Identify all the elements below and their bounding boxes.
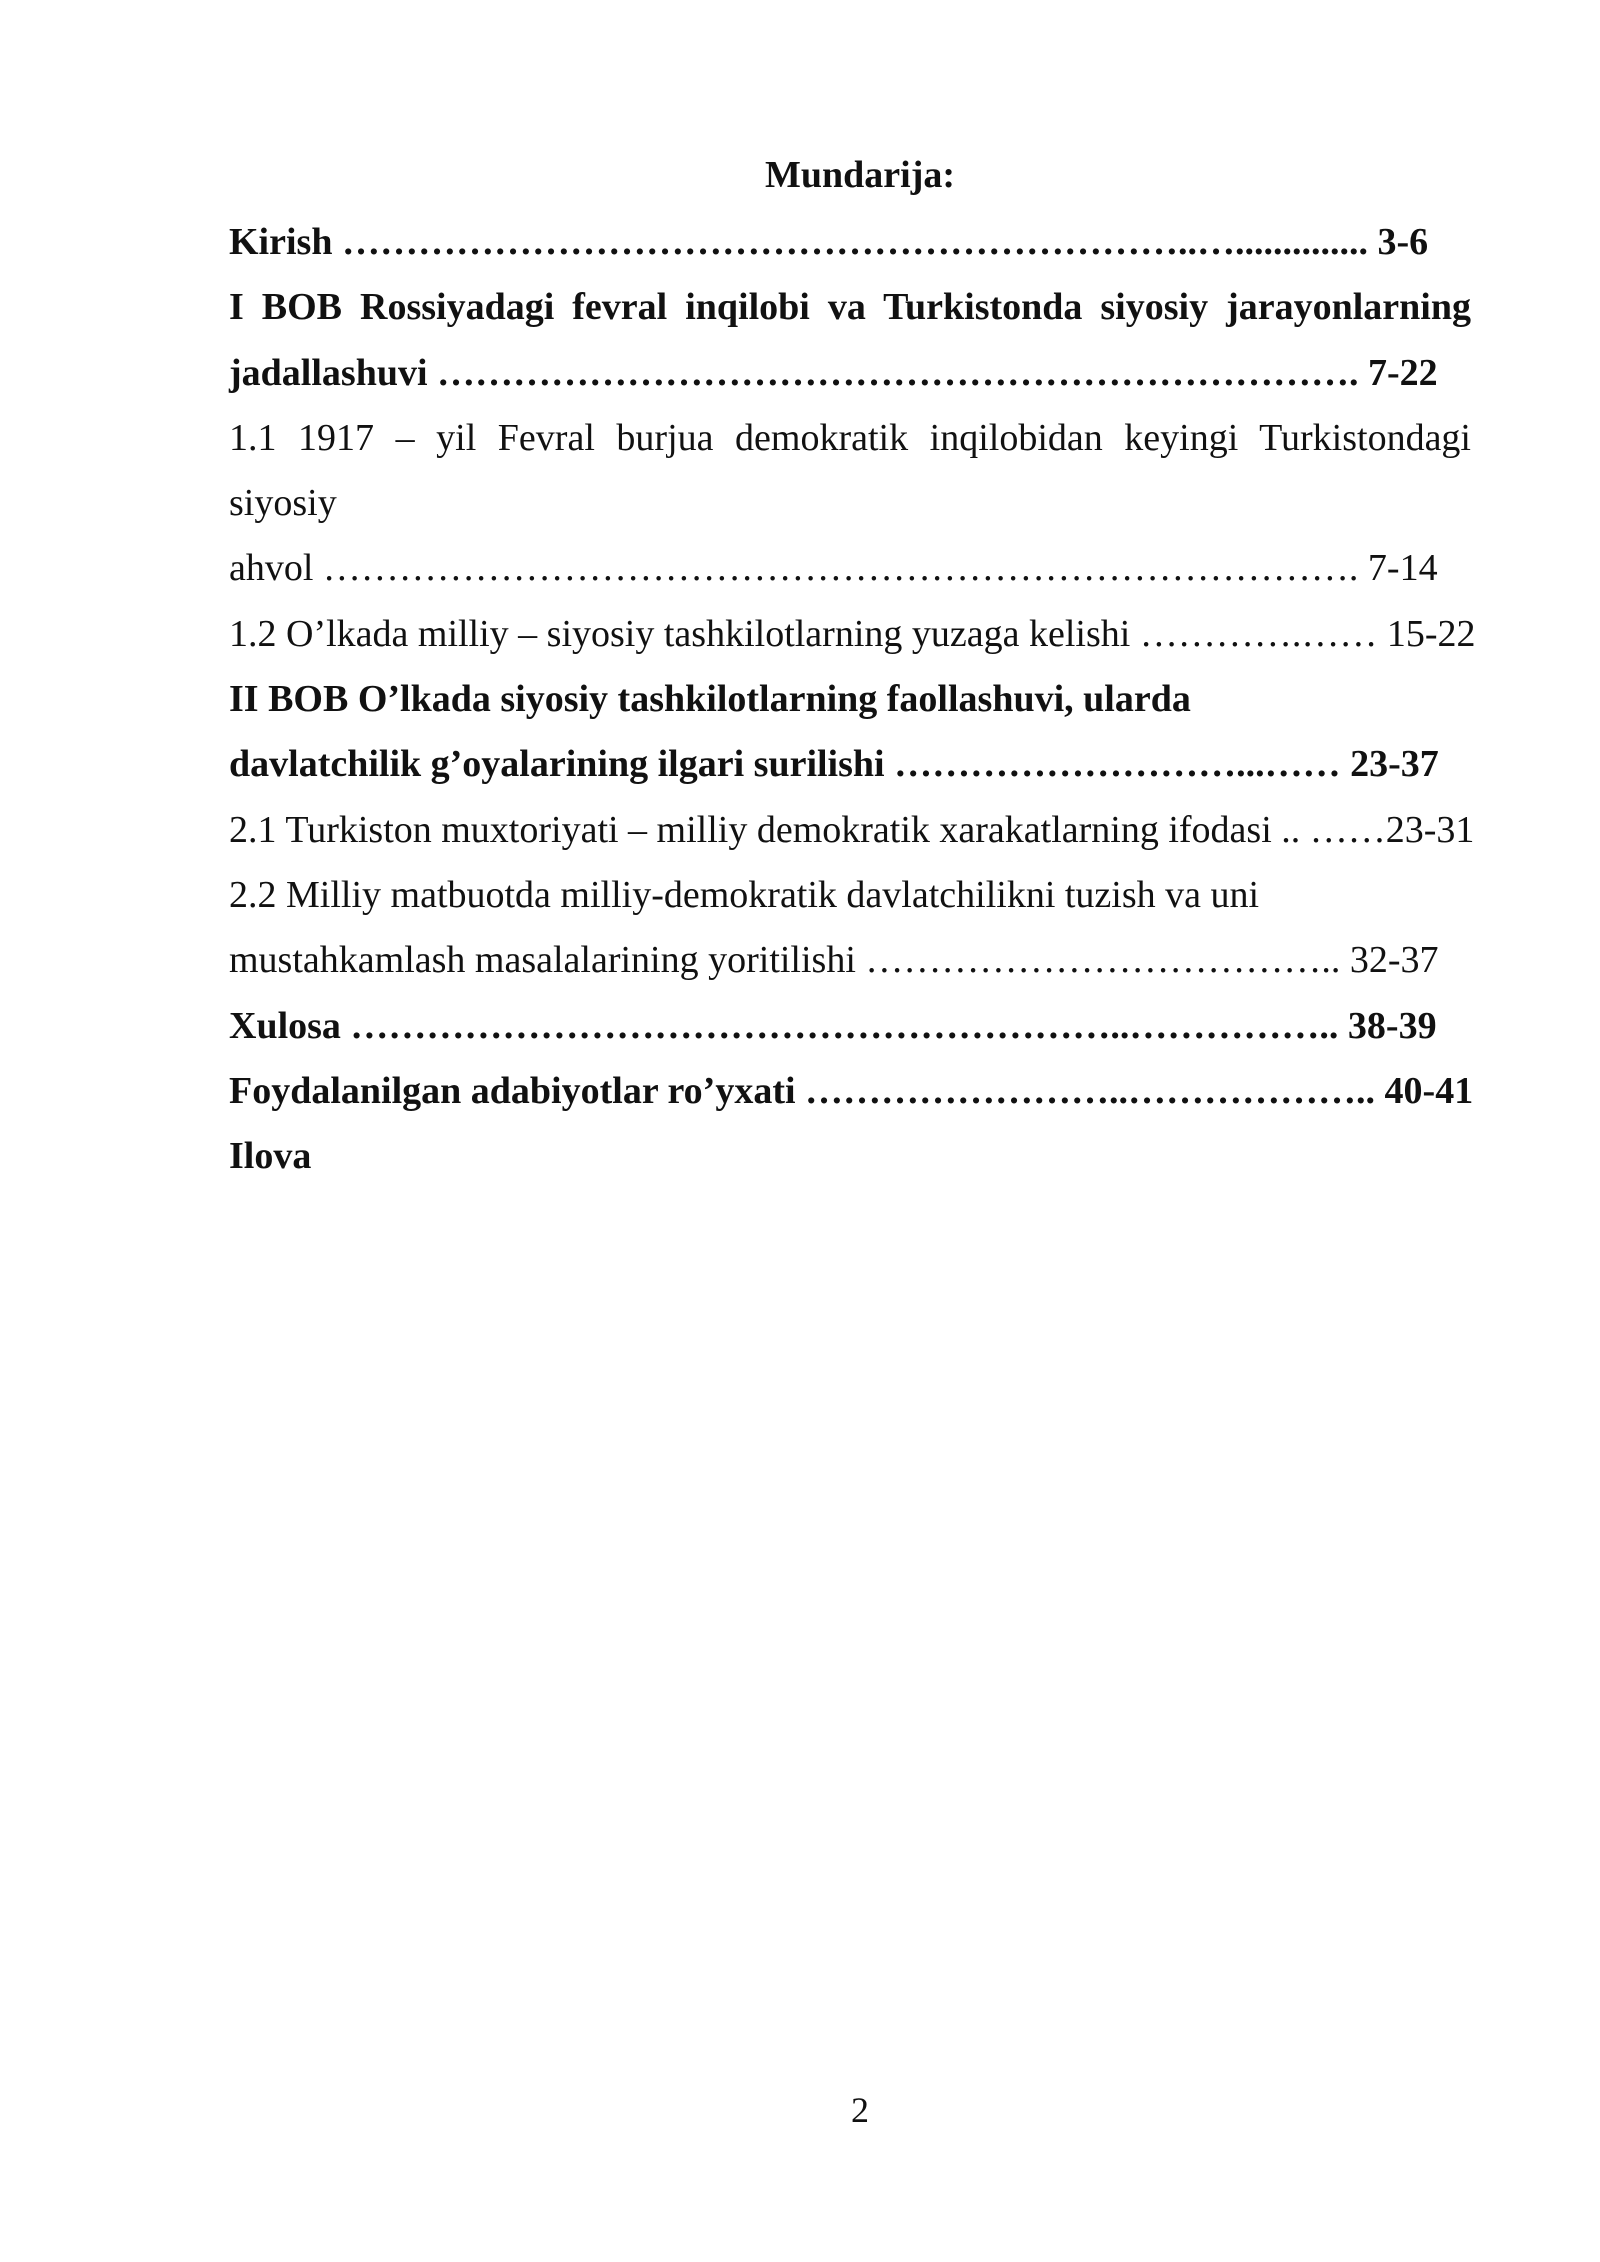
- toc-entry-xulosa: Xulosa ……………………………………………………..…………….. 38-39: [229, 1004, 1437, 1047]
- toc-entry-section-2-2-line-1: 2.2 Milliy matbuotda milliy-demokratik davlatchilikni tuzish va uni: [229, 873, 1260, 916]
- toc-entry-section-2-2-line-2: mustahkamlash masalalarining yoritilishi ……………………………….. 32-37: [229, 939, 1439, 982]
- toc-entry-section-2-1: 2.1 Turkiston muxtoriyati – milliy demokratik xarakatlarning ifodasi .. ……23-31: [229, 808, 1475, 851]
- toc-entry-chapter-2-line-1: II BOB O’lkada siyosiy tashkilotlarning faollashuvi, ularda: [229, 678, 1191, 721]
- toc-title: Mundarija:: [765, 154, 955, 196]
- toc-entry-section-1-1-line-1: 1.1 1917 – yil Fevral burjua demokratik inqilobidan keyingi Turkistondagi siyosiy: [229, 416, 1471, 525]
- toc-entry-kirish: Kirish …………………………………………………………..….............. 3-6: [229, 221, 1429, 263]
- toc-entry-bibliography: Foydalanilgan adabiyotlar ro’yxati ……………………..……………….. 40-41: [229, 1069, 1474, 1112]
- toc-entry-chapter-1-line-2: jadallashuvi ………………………………………………………………. 7-22: [229, 351, 1438, 394]
- toc-entry-chapter-1-line-1: I BOB Rossiyadagi fevral inqilobi va Turkistonda siyosiy jarayonlarning: [229, 286, 1471, 329]
- page-number: 2: [851, 2090, 869, 2130]
- table-of-contents: [229, 210, 1476, 1189]
- toc-entry-section-1-1-line-2: ahvol ………………………………………………………………………. 7-14: [229, 547, 1438, 590]
- toc-entry-section-1-2: 1.2 O’lkada milliy – siyosiy tashkilotlarning yuzaga kelishi ………….…… 15-22: [229, 612, 1476, 655]
- toc-entry-ilova: Ilova: [229, 1135, 312, 1178]
- toc-entry-chapter-2-line-2: davlatchilik g’oyalarining ilgari surilishi ………………………...…… 23-37: [229, 743, 1439, 786]
